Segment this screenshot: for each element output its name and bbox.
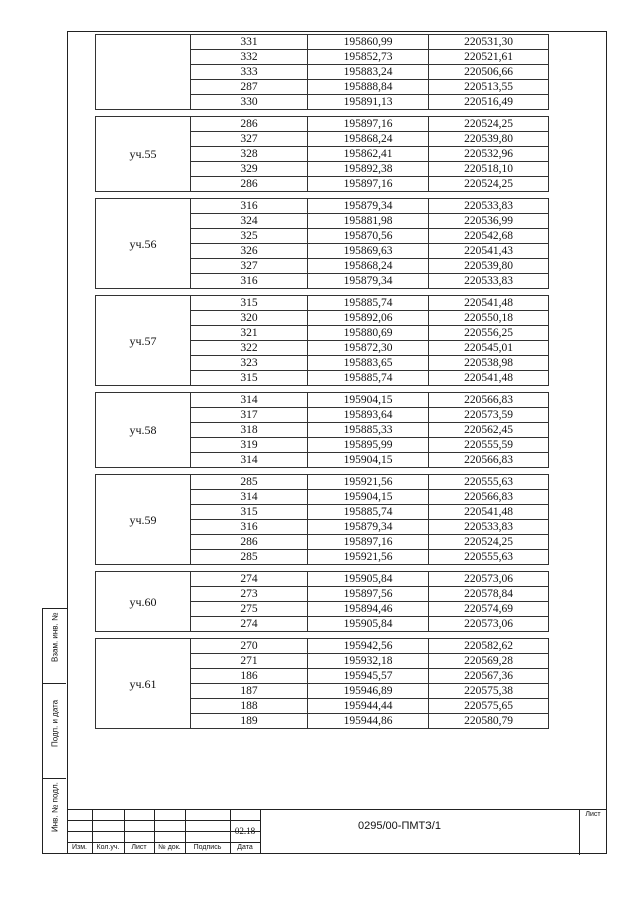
plot-label: уч.56 (96, 199, 191, 289)
point-number-cell: 320 (191, 311, 308, 326)
point-number-cell: 323 (191, 356, 308, 371)
point-number-cell: 326 (191, 244, 308, 259)
table-row (96, 393, 549, 408)
stamp-header-docnum: № док. (158, 844, 181, 851)
point-number-cell: 329 (191, 162, 308, 177)
y-coordinate-cell: 220555,63 (429, 475, 549, 490)
title-block (67, 809, 607, 854)
plot-label: уч.59 (96, 475, 191, 565)
point-number-cell: 275 (191, 602, 308, 617)
x-coordinate-cell: 195897,56 (308, 587, 429, 602)
point-number-cell: 314 (191, 393, 308, 408)
group-separator (96, 468, 549, 475)
x-coordinate-cell: 195897,16 (308, 117, 429, 132)
plot-label: уч.57 (96, 296, 191, 386)
point-number-cell: 286 (191, 117, 308, 132)
table-row (96, 117, 549, 132)
y-coordinate-cell: 220524,25 (429, 177, 549, 192)
plot-label: уч.61 (96, 639, 191, 729)
plot-label: уч.60 (96, 572, 191, 632)
group-separator (96, 289, 549, 296)
x-coordinate-cell: 195895,99 (308, 438, 429, 453)
x-coordinate-cell: 195862,41 (308, 147, 429, 162)
x-coordinate-cell: 195904,15 (308, 393, 429, 408)
x-coordinate-cell: 195921,56 (308, 475, 429, 490)
y-coordinate-cell: 220542,68 (429, 229, 549, 244)
x-coordinate-cell: 195888,84 (308, 80, 429, 95)
y-coordinate-cell: 220518,10 (429, 162, 549, 177)
stamp-date-value: 02.18 (234, 826, 256, 836)
y-coordinate-cell: 220538,98 (429, 356, 549, 371)
y-coordinate-cell: 220539,80 (429, 132, 549, 147)
x-coordinate-cell: 195892,06 (308, 311, 429, 326)
table-row (96, 475, 549, 490)
x-coordinate-cell: 195894,46 (308, 602, 429, 617)
stamp-header-count: Кол.уч. (96, 844, 120, 851)
table-row (96, 639, 549, 654)
point-number-cell: 316 (191, 274, 308, 289)
point-number-cell: 187 (191, 684, 308, 699)
x-coordinate-cell: 195891,13 (308, 95, 429, 110)
y-coordinate-cell: 220541,48 (429, 296, 549, 311)
group-separator-cell (96, 289, 549, 296)
left-approval-strip (42, 608, 67, 854)
y-coordinate-cell: 220566,83 (429, 393, 549, 408)
strip-cell-replacement (43, 609, 66, 684)
y-coordinate-cell: 220533,83 (429, 199, 549, 214)
y-coordinate-cell: 220555,63 (429, 550, 549, 565)
y-coordinate-cell: 220533,83 (429, 274, 549, 289)
y-coordinate-cell: 220573,59 (429, 408, 549, 423)
y-coordinate-cell: 220545,01 (429, 341, 549, 356)
group-separator-cell (96, 565, 549, 572)
point-number-cell: 271 (191, 654, 308, 669)
x-coordinate-cell: 195868,24 (308, 132, 429, 147)
x-coordinate-cell: 195905,84 (308, 572, 429, 587)
x-coordinate-cell: 195945,57 (308, 669, 429, 684)
y-coordinate-cell: 220541,43 (429, 244, 549, 259)
point-number-cell: 314 (191, 453, 308, 468)
x-coordinate-cell: 195897,16 (308, 535, 429, 550)
x-coordinate-cell: 195905,84 (308, 617, 429, 632)
x-coordinate-cell: 195883,65 (308, 356, 429, 371)
point-number-cell: 325 (191, 229, 308, 244)
y-coordinate-cell: 220573,06 (429, 572, 549, 587)
x-coordinate-cell: 195872,30 (308, 341, 429, 356)
y-coordinate-cell: 220556,25 (429, 326, 549, 341)
y-coordinate-cell: 220569,28 (429, 654, 549, 669)
plot-label (96, 35, 191, 110)
table-row (96, 199, 549, 214)
x-coordinate-cell: 195885,74 (308, 505, 429, 520)
y-coordinate-cell: 220532,96 (429, 147, 549, 162)
x-coordinate-cell: 195868,24 (308, 259, 429, 274)
x-coordinate-cell: 195879,34 (308, 520, 429, 535)
y-coordinate-cell: 220566,83 (429, 453, 549, 468)
y-coordinate-cell: 220506,66 (429, 65, 549, 80)
point-number-cell: 285 (191, 475, 308, 490)
point-number-cell: 315 (191, 505, 308, 520)
y-coordinate-cell: 220550,18 (429, 311, 549, 326)
y-coordinate-cell: 220575,65 (429, 699, 549, 714)
group-separator-cell (96, 192, 549, 199)
group-separator-cell (96, 632, 549, 639)
y-coordinate-cell: 220536,99 (429, 214, 549, 229)
stamp-header-date: Дата (237, 844, 253, 851)
x-coordinate-cell: 195885,74 (308, 371, 429, 386)
point-number-cell: 318 (191, 423, 308, 438)
point-number-cell: 322 (191, 341, 308, 356)
x-coordinate-cell: 195904,15 (308, 453, 429, 468)
stamp-header-signature: Подпись (193, 844, 222, 851)
table-row (96, 572, 549, 587)
table-row (96, 296, 549, 311)
point-number-cell: 331 (191, 35, 308, 50)
x-coordinate-cell: 195892,38 (308, 162, 429, 177)
plot-label: уч.55 (96, 117, 191, 192)
point-number-cell: 328 (191, 147, 308, 162)
y-coordinate-cell: 220541,48 (429, 371, 549, 386)
point-number-cell: 316 (191, 520, 308, 535)
x-coordinate-cell: 195893,64 (308, 408, 429, 423)
x-coordinate-cell: 195904,15 (308, 490, 429, 505)
strip-label-replacement-inv: Взам. инв. № (50, 612, 60, 662)
point-number-cell: 270 (191, 639, 308, 654)
stamp-sheet-label: Лист (585, 811, 601, 818)
point-number-cell: 287 (191, 80, 308, 95)
point-number-cell: 274 (191, 617, 308, 632)
point-number-cell: 274 (191, 572, 308, 587)
y-coordinate-cell: 220524,25 (429, 535, 549, 550)
plot-label: уч.58 (96, 393, 191, 468)
point-number-cell: 332 (191, 50, 308, 65)
strip-cell-original-inv (43, 779, 66, 853)
x-coordinate-cell: 195885,74 (308, 296, 429, 311)
coordinate-table (95, 34, 549, 729)
x-coordinate-cell: 195946,89 (308, 684, 429, 699)
point-number-cell: 327 (191, 259, 308, 274)
point-number-cell: 189 (191, 714, 308, 729)
y-coordinate-cell: 220531,30 (429, 35, 549, 50)
point-number-cell: 324 (191, 214, 308, 229)
y-coordinate-cell: 220566,83 (429, 490, 549, 505)
point-number-cell: 317 (191, 408, 308, 423)
x-coordinate-cell: 195897,16 (308, 177, 429, 192)
x-coordinate-cell: 195944,44 (308, 699, 429, 714)
point-number-cell: 286 (191, 177, 308, 192)
y-coordinate-cell: 220533,83 (429, 520, 549, 535)
point-number-cell: 330 (191, 95, 308, 110)
x-coordinate-cell: 195870,56 (308, 229, 429, 244)
point-number-cell: 316 (191, 199, 308, 214)
y-coordinate-cell: 220521,61 (429, 50, 549, 65)
point-number-cell: 319 (191, 438, 308, 453)
x-coordinate-cell: 195879,34 (308, 199, 429, 214)
y-coordinate-cell: 220582,62 (429, 639, 549, 654)
x-coordinate-cell: 195879,34 (308, 274, 429, 289)
y-coordinate-cell: 220574,69 (429, 602, 549, 617)
point-number-cell: 315 (191, 296, 308, 311)
group-separator (96, 386, 549, 393)
y-coordinate-cell: 220578,84 (429, 587, 549, 602)
point-number-cell: 321 (191, 326, 308, 341)
point-number-cell: 285 (191, 550, 308, 565)
stamp-header-sheet: Лист (131, 844, 147, 851)
y-coordinate-cell: 220524,25 (429, 117, 549, 132)
y-coordinate-cell: 220516,49 (429, 95, 549, 110)
x-coordinate-cell: 195883,24 (308, 65, 429, 80)
y-coordinate-cell: 220580,79 (429, 714, 549, 729)
y-coordinate-cell: 220575,38 (429, 684, 549, 699)
x-coordinate-cell: 195932,18 (308, 654, 429, 669)
group-separator-cell (96, 386, 549, 393)
x-coordinate-cell: 195944,86 (308, 714, 429, 729)
y-coordinate-cell: 220539,80 (429, 259, 549, 274)
y-coordinate-cell: 220541,48 (429, 505, 549, 520)
x-coordinate-cell: 195885,33 (308, 423, 429, 438)
point-number-cell: 286 (191, 535, 308, 550)
stamp-header-change: Изм. (72, 844, 87, 851)
x-coordinate-cell: 195921,56 (308, 550, 429, 565)
group-separator (96, 565, 549, 572)
y-coordinate-cell: 220567,36 (429, 669, 549, 684)
y-coordinate-cell: 220562,45 (429, 423, 549, 438)
group-separator-cell (96, 468, 549, 475)
point-number-cell: 333 (191, 65, 308, 80)
strip-cell-signature-date (43, 684, 66, 779)
table-row (96, 35, 549, 50)
x-coordinate-cell: 195881,98 (308, 214, 429, 229)
group-separator-cell (96, 110, 549, 117)
point-number-cell: 327 (191, 132, 308, 147)
y-coordinate-cell: 220513,55 (429, 80, 549, 95)
point-number-cell: 315 (191, 371, 308, 386)
group-separator (96, 192, 549, 199)
group-separator (96, 632, 549, 639)
x-coordinate-cell: 195860,99 (308, 35, 429, 50)
x-coordinate-cell: 195880,69 (308, 326, 429, 341)
y-coordinate-cell: 220573,06 (429, 617, 549, 632)
y-coordinate-cell: 220555,59 (429, 438, 549, 453)
x-coordinate-cell: 195942,56 (308, 639, 429, 654)
x-coordinate-cell: 195852,73 (308, 50, 429, 65)
x-coordinate-cell: 195869,63 (308, 244, 429, 259)
document-code: 0295/00-ПМТЗ/1 (358, 820, 441, 832)
strip-label-original-inv: Инв. № подл. (50, 782, 60, 832)
point-number-cell: 188 (191, 699, 308, 714)
point-number-cell: 273 (191, 587, 308, 602)
strip-label-signature-date: Подп. и дата (50, 699, 60, 747)
point-number-cell: 314 (191, 490, 308, 505)
point-number-cell: 186 (191, 669, 308, 684)
group-separator (96, 110, 549, 117)
